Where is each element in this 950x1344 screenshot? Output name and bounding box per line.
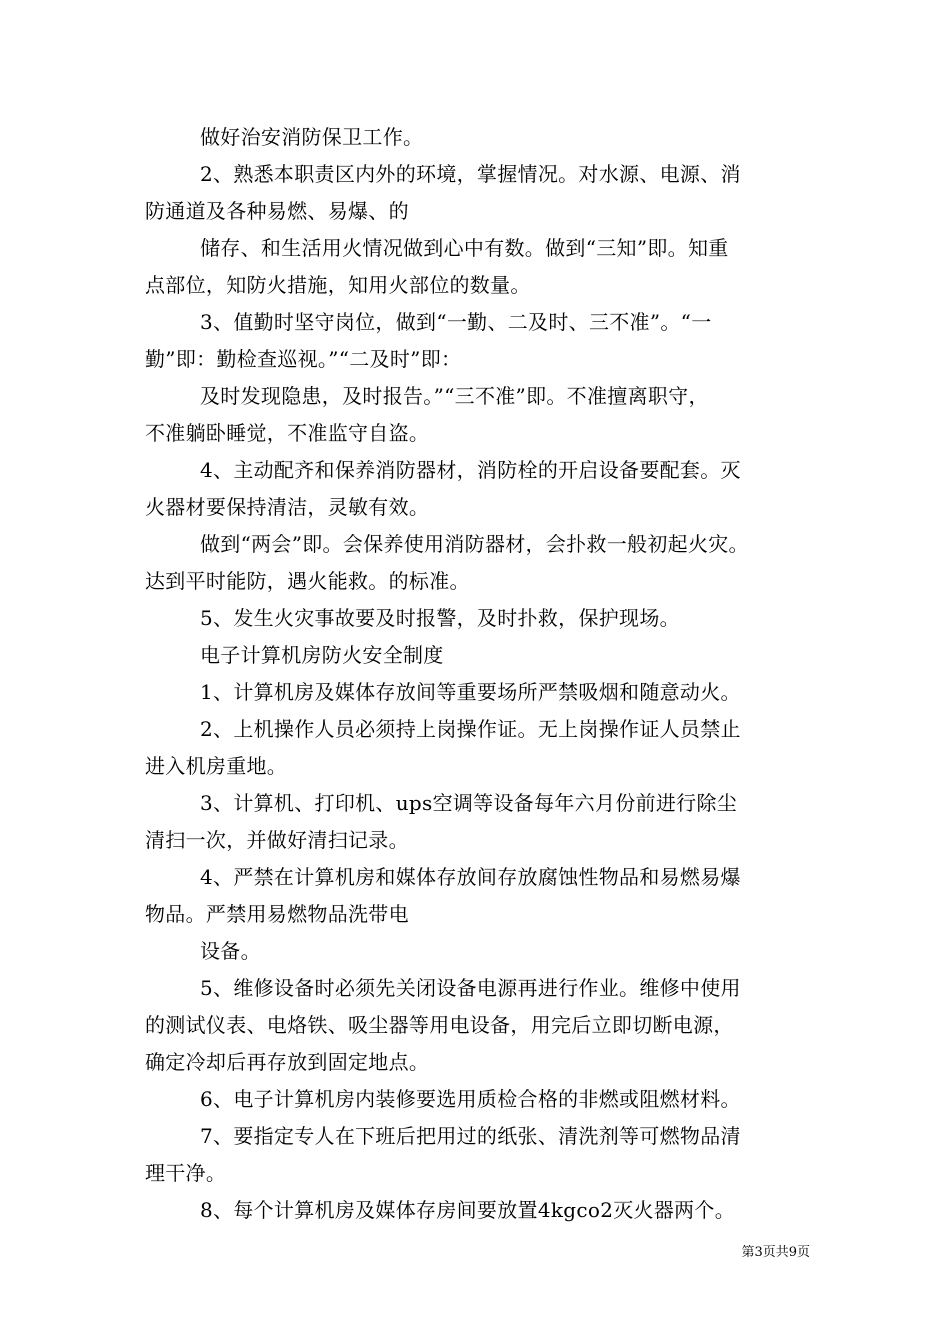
text-line: 6、电子计算机房内装修要选用质检合格的非燃或阻燃材料。 — [200, 1087, 741, 1111]
text-line: 4、主动配齐和保养消防器材，消防栓的开启设备要配套。灭 — [200, 458, 741, 482]
text-line: 火器材要保持清洁，灵敏有效。 — [145, 495, 430, 519]
text-line: 理干净。 — [145, 1161, 227, 1185]
text-line: 1、计算机房及媒体存放间等重要场所严禁吸烟和随意动火。 — [200, 680, 741, 704]
document-body — [145, 119, 809, 1229]
text-line: 设备。 — [200, 939, 261, 963]
text-line: 防通道及各种易燃、易爆、的 — [145, 199, 409, 223]
section-heading: 电子计算机房防火安全制度 — [200, 643, 444, 667]
text-line: 8、每个计算机房及媒体存房间要放置4kgco2灭火器两个。 — [200, 1198, 736, 1222]
text-line: 3、值勤时坚守岗位，做到“一勤、二及时、三不准”。“一 — [200, 310, 712, 334]
text-line: 勤”即：勤检查巡视。”“二及时”即： — [145, 347, 462, 371]
text-line: 4、严禁在计算机房和媒体存放间存放腐蚀性物品和易燃易爆 — [200, 865, 741, 889]
page-number: 第3页共9页 — [741, 1245, 810, 1260]
text-line: 的测试仪表、电烙铁、吸尘器等用电设备，用完后立即切断电源， — [145, 1013, 734, 1037]
text-line: 不准躺卧睡觉，不准监守自盗。 — [145, 421, 430, 445]
text-line: 清扫一次，并做好清扫记录。 — [145, 828, 409, 852]
text-line: 点部位，知防火措施，知用火部位的数量。 — [145, 273, 531, 297]
text-line: 5、发生火灾事故要及时报警，及时扑救，保护现场。 — [200, 606, 680, 630]
text-line: 做好治安消防保卫工作。 — [200, 125, 424, 149]
text-line: 进入机房重地。 — [145, 754, 288, 778]
text-line: 达到平时能防，遇火能救。的标准。 — [145, 569, 470, 593]
text-line: 2、上机操作人员必须持上岗操作证。无上岗操作证人员禁止 — [200, 717, 741, 741]
text-line: 7、要指定专人在下班后把用过的纸张、清洗剂等可燃物品清 — [200, 1124, 741, 1148]
text-line: 储存、和生活用火情况做到心中有数。做到“三知”即。知重 — [200, 236, 729, 260]
text-line: 2、熟悉本职责区内外的环境，掌握情况。对水源、电源、消 — [200, 162, 741, 186]
text-line: 3、计算机、打印机、ups空调等设备每年六月份前进行除尘 — [200, 791, 738, 815]
text-line: 5、维修设备时必须先关闭设备电源再进行作业。维修中使用 — [200, 976, 741, 1000]
text-line: 做到“两会”即。会保养使用消防器材，会扑救一般初起火灾。 — [200, 532, 749, 556]
text-line: 物品。严禁用易燃物品洗带电 — [145, 902, 409, 926]
text-line: 确定冷却后再存放到固定地点。 — [145, 1050, 430, 1074]
text-line: 及时发现隐患，及时报告。”“三不准”即。不准擅离职守， — [200, 384, 709, 408]
